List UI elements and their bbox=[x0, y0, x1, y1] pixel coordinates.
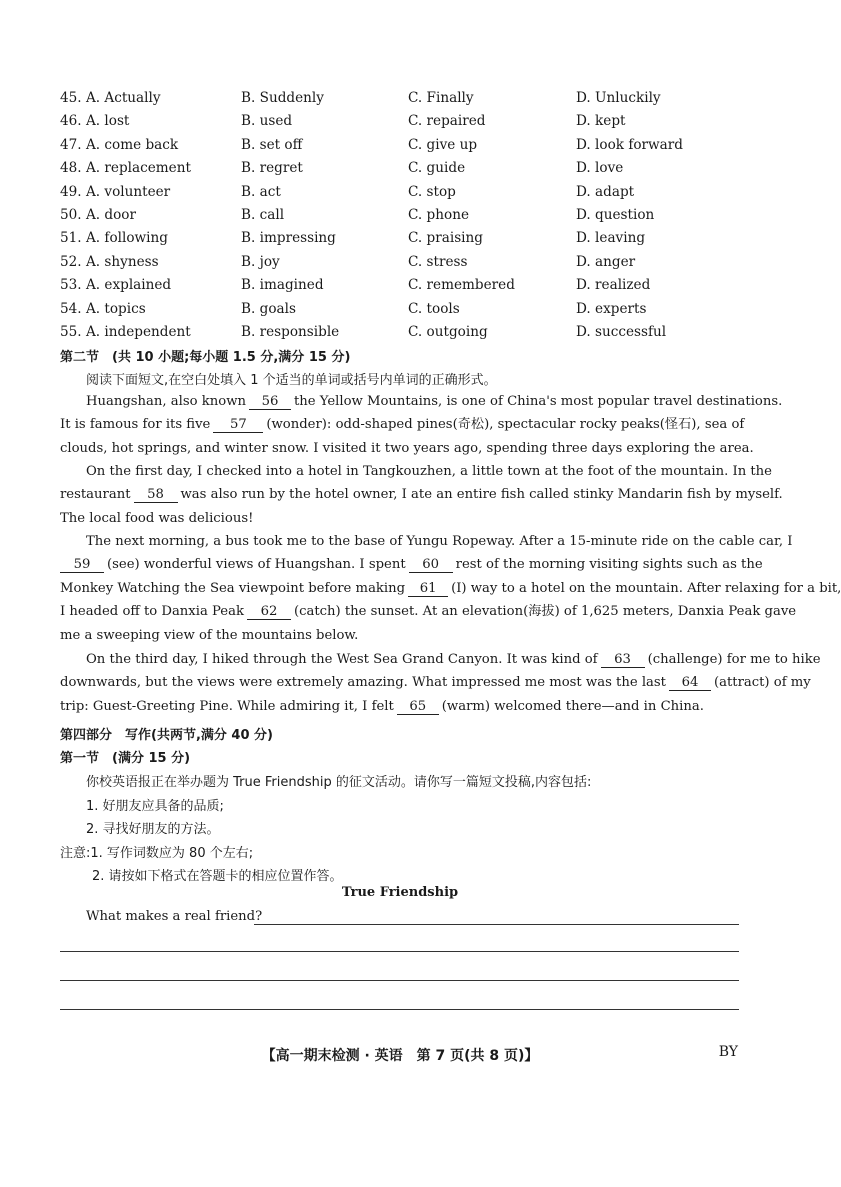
option-c: C. give up bbox=[408, 136, 478, 153]
passage-paragraph-1 bbox=[60, 390, 783, 460]
option-a: 45. A. Actually bbox=[60, 90, 161, 106]
option-b: B. responsible bbox=[241, 323, 340, 340]
writing-note: 2. 请按如下格式在答题卡的相应位置作答。 bbox=[92, 869, 343, 884]
essay-title: True Friendship bbox=[341, 885, 459, 900]
blank-56[interactable]: 56 bbox=[249, 394, 291, 410]
option-b: B. imagined bbox=[241, 277, 324, 294]
writing-line[interactable] bbox=[254, 924, 739, 925]
passage-line: downwards, but the views were extremely amazing. What impressed me most was the last 64 (attract) of my bbox=[60, 675, 811, 691]
passage-line: Huangshan, also known 56 the Yellow Mountains, is one of China's most popular travel destinations. bbox=[86, 394, 783, 409]
writing-item: 2. 寻找好朋友的方法。 bbox=[86, 822, 220, 837]
option-c: C. stress bbox=[408, 253, 468, 270]
passage-paragraph-3 bbox=[60, 530, 841, 647]
option-a: 46. A. lost bbox=[60, 113, 130, 130]
section-heading: 第二节 (共 10 小题;每小题 1.5 分,满分 15 分) bbox=[60, 350, 351, 365]
options-table bbox=[60, 87, 750, 344]
option-d: D. experts bbox=[576, 300, 647, 317]
option-row bbox=[60, 204, 750, 227]
option-d: D. anger bbox=[576, 253, 636, 270]
option-b: B. goals bbox=[241, 300, 296, 317]
passage-line: It is famous for its five 57 (wonder): odd-shaped pines(奇松), spectacular rocky peaks(怪石), sea of bbox=[60, 417, 745, 433]
passage-line: I headed off to Danxia Peak 62 (catch) the sunset. At an elevation(海拔) of 1,625 meters, Danxia Peak gave bbox=[60, 604, 797, 620]
writing-note: 注意:1. 写作词数应为 80 个左右; bbox=[60, 846, 254, 861]
passage-line: restaurant 58 was also run by the hotel owner, I ate an entire fish called stinky Mandarin fish by myself. bbox=[60, 487, 783, 503]
option-d: D. love bbox=[576, 160, 624, 177]
option-c: C. repaired bbox=[408, 113, 486, 130]
option-row bbox=[60, 321, 750, 344]
option-b: B. used bbox=[241, 113, 293, 130]
option-c: C. outgoing bbox=[408, 323, 488, 340]
section-heading: 第一节 (满分 15 分) bbox=[60, 751, 191, 766]
option-b: B. act bbox=[241, 183, 281, 200]
option-c: C. praising bbox=[408, 230, 483, 247]
blank-59[interactable]: 59 bbox=[60, 557, 104, 573]
option-row bbox=[60, 110, 750, 133]
option-d: D. question bbox=[576, 206, 655, 223]
option-d: D. look forward bbox=[576, 136, 683, 153]
option-b: B. set off bbox=[241, 136, 303, 153]
passage-line: On the third day, I hiked through the West Sea Grand Canyon. It was kind of 63 (challenge) for me to hike bbox=[86, 652, 821, 667]
option-c: C. stop bbox=[408, 183, 456, 200]
option-a: 49. A. volunteer bbox=[60, 183, 171, 200]
option-d: D. Unluckily bbox=[576, 90, 661, 106]
option-b: B. regret bbox=[241, 160, 303, 177]
option-b: B. joy bbox=[241, 253, 280, 270]
option-row bbox=[60, 181, 750, 204]
blank-57[interactable]: 57 bbox=[213, 417, 263, 433]
blank-63[interactable]: 63 bbox=[601, 652, 645, 668]
writing-line[interactable] bbox=[60, 951, 739, 952]
option-a: 51. A. following bbox=[60, 230, 168, 247]
option-d: D. successful bbox=[576, 323, 667, 340]
option-b: B. Suddenly bbox=[241, 90, 324, 106]
option-d: D. kept bbox=[576, 113, 626, 130]
option-row bbox=[60, 87, 750, 110]
blank-60[interactable]: 60 bbox=[409, 557, 453, 573]
option-c: C. Finally bbox=[408, 90, 474, 106]
passage-line: Monkey Watching the Sea viewpoint before making 61 (I) way to a hotel on the mountain. After relaxing for a bit, bbox=[60, 580, 841, 596]
option-b: B. impressing bbox=[241, 230, 336, 247]
option-a: 54. A. topics bbox=[60, 300, 146, 317]
option-c: C. guide bbox=[408, 160, 466, 177]
paper-code: BY bbox=[718, 1044, 738, 1060]
option-a: 55. A. independent bbox=[60, 323, 191, 340]
passage-paragraph-2 bbox=[60, 460, 783, 530]
writing-item: 1. 好朋友应具备的品质; bbox=[86, 799, 224, 814]
option-row bbox=[60, 298, 750, 321]
blank-64[interactable]: 64 bbox=[669, 675, 711, 691]
option-row bbox=[60, 227, 750, 250]
passage-line: clouds, hot springs, and winter snow. I visited it two years ago, spending three days exploring the area. bbox=[60, 440, 754, 456]
option-row bbox=[60, 274, 750, 297]
writing-prompt: 你校英语报正在举办题为 True Friendship 的征文活动。请你写一篇短文投稿,内容包括: bbox=[86, 775, 592, 790]
blank-58[interactable]: 58 bbox=[134, 487, 178, 503]
page-footer: 【高一期末检测 · 英语 第 7 页(共 8 页)】 bbox=[261, 1048, 539, 1064]
writing-line[interactable] bbox=[60, 980, 739, 981]
option-d: D. adapt bbox=[576, 183, 635, 200]
passage-paragraph-4 bbox=[60, 648, 821, 718]
option-a: 52. A. shyness bbox=[60, 253, 159, 270]
part-heading: 第四部分 写作(共两节,满分 40 分) bbox=[60, 728, 273, 743]
option-c: C. phone bbox=[408, 206, 469, 223]
option-row bbox=[60, 157, 750, 180]
option-b: B. call bbox=[241, 206, 285, 223]
option-a: 50. A. door bbox=[60, 206, 136, 223]
section-instruction: 阅读下面短文,在空白处填入 1 个适当的单词或括号内单词的正确形式。 bbox=[86, 373, 497, 388]
passage-line: 59 (see) wonderful views of Huangshan. I spent 60 rest of the morning visiting sights such as the bbox=[60, 553, 740, 576]
passage-line: The local food was delicious! bbox=[60, 510, 254, 526]
option-d: D. leaving bbox=[576, 230, 646, 247]
option-c: C. remembered bbox=[408, 277, 515, 294]
passage-line: trip: Guest-Greeting Pine. While admiring it, I felt 65 (warm) welcomed there—and in China. bbox=[60, 698, 704, 714]
passage-line: me a sweeping view of the mountains below. bbox=[60, 627, 359, 643]
option-a: 53. A. explained bbox=[60, 277, 172, 294]
essay-question: What makes a real friend? bbox=[86, 909, 263, 924]
blank-62[interactable]: 62 bbox=[247, 604, 291, 620]
option-c: C. tools bbox=[408, 300, 460, 317]
option-a: 48. A. replacement bbox=[60, 160, 191, 177]
passage-line: The next morning, a bus took me to the base of Yungu Ropeway. After a 15-minute ride on the cable car, I bbox=[86, 534, 793, 549]
option-row bbox=[60, 134, 750, 157]
option-a: 47. A. come back bbox=[60, 136, 179, 153]
passage-line: On the first day, I checked into a hotel in Tangkouzhen, a little town at the foot of the mountain. In the bbox=[86, 464, 772, 479]
blank-65[interactable]: 65 bbox=[397, 699, 439, 715]
writing-line[interactable] bbox=[60, 1009, 739, 1010]
blank-61[interactable]: 61 bbox=[408, 581, 448, 597]
option-row bbox=[60, 251, 750, 274]
option-d: D. realized bbox=[576, 277, 651, 294]
